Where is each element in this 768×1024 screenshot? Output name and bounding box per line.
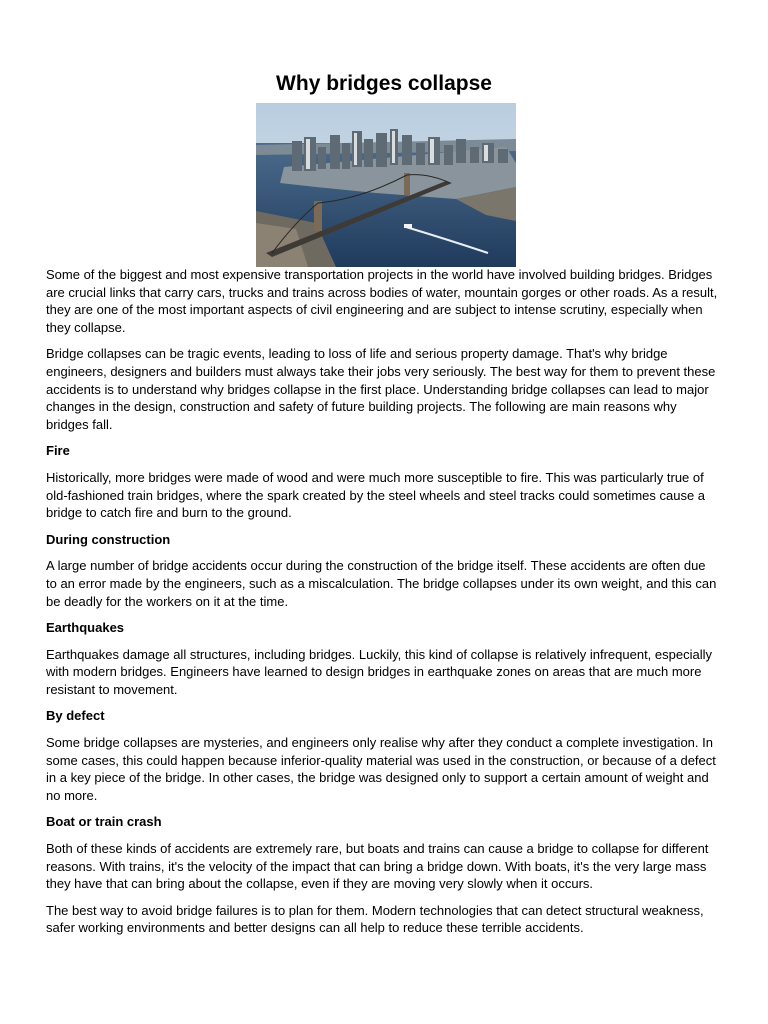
section-paragraph-earthquakes: Earthquakes damage all structures, including bridges. Luckily, this kind of collapse is relatively infrequent, especially with modern bridges. Engineers have learned to design bridges in earthquake zones on areas that are much more resistant to movement. — [46, 646, 712, 697]
section-paragraph-boat-or-train-crash: Both of these kinds of accidents are extremely rare, but boats and trains can cause a bridge to collapse for different reasons. With trains, it's the velocity of the impact that can bring a bridge down. With boats, it's the very large mass they have that can bring about the collapse, even if they are moving very slowly when it occurs. — [46, 841, 709, 892]
conclusion-paragraph: The best way to avoid bridge failures is to plan for them. Modern technologies that can detect structural weakness, safer working environments and better designs can all help to reduce these terrible accidents. — [46, 902, 704, 936]
section-heading-during-construction: During construction — [46, 531, 171, 547]
bridge-city-photo — [256, 103, 516, 267]
section-paragraph-during-construction: A large number of bridge accidents occur during the construction of the bridge itself. These accidents are often due to an error made by the engineers, such as a miscalculation. The bridge collapses under its own weight, and this can be deadly for the workers on it at the time. — [46, 558, 717, 609]
section-heading-earthquakes: Earthquakes — [46, 620, 125, 636]
section-heading-by-defect: By defect — [46, 708, 105, 724]
intro-paragraph: Bridge collapses can be tragic events, leading to loss of life and serious property damage. That's why bridge engineers, designers and builders must always take their jobs very seriously. The best way for them to prevent these accidents is to understand why bridges collapse in the first place. Understanding bridge collapses can lead to major changes in the design, construction and safety of future building projects. The following are main reasons why bridges fall. — [46, 346, 716, 432]
page-title: Why bridges collapse — [276, 72, 492, 95]
intro-paragraph: Some of the biggest and most expensive transportation projects in the world have involved building bridges. Bridges are crucial links that carry cars, trucks and trains across bodies of water, mountain gorges or other roads. As a result, they are one of the most important aspects of civil engineering and are subject to intense scrutiny, especially when they collapse. — [46, 267, 718, 335]
section-paragraph-fire: Historically, more bridges were made of wood and were much more susceptible to fire. This was particularly true of old-fashioned train bridges, where the spark created by the steel wheels and steel tracks could sometimes cause a bridge to catch fire and burn to the ground. — [46, 469, 706, 521]
section-paragraph-by-defect: Some bridge collapses are mysteries, and engineers only realise why after they conduct a complete investigation. In some cases, this could happen because inferior-quality material was used in the construction, or because of a defect in a key piece of the bridge. In other cases, the bridge was designed only to support a certain amount of weight and no more. — [46, 735, 716, 803]
article-body — [46, 266, 718, 946]
section-heading-fire: Fire — [46, 443, 70, 459]
section-heading-boat-or-train-crash: Boat or train crash — [46, 814, 162, 830]
